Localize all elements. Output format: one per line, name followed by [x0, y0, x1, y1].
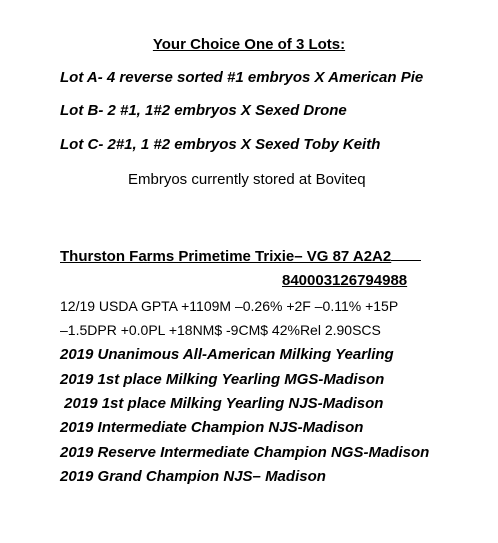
genetics-line-1: 12/19 USDA GPTA +1109M –0.26% +2F –0.11% +15P — [60, 298, 399, 314]
award-5: 2019 Reserve Intermediate Champion NGS-Madison — [60, 444, 430, 461]
lot-b: Lot B- 2 #1, 1#2 embryos X Sexed Drone — [60, 102, 347, 119]
underline-extension — [391, 246, 421, 261]
award-2: 2019 1st place Milking Yearling MGS-Madison — [60, 371, 385, 388]
award-3: 2019 1st place Milking Yearling NJS-Madison — [60, 395, 384, 412]
offer-title-text: Your Choice One of 3 Lots: — [152, 36, 346, 53]
offer-title — [0, 35, 498, 55]
award-6: 2019 Grand Champion NJS– Madison — [60, 468, 326, 485]
cow-name: Thurston Farms Primetime Trixie– VG 87 A2A2 — [60, 248, 392, 265]
storage-note: Embryos currently stored at Boviteq — [128, 171, 366, 188]
genetics-line-2: –1.5DPR +0.0PL +18NM$ -9CM$ 42%Rel 2.90SCS — [60, 322, 381, 338]
award-4: 2019 Intermediate Champion NJS-Madison — [60, 419, 364, 436]
lot-c: Lot C- 2#1, 1 #2 embryos X Sexed Toby Keith — [60, 136, 381, 153]
award-1: 2019 Unanimous All-American Milking Yearling — [60, 346, 394, 363]
cow-name-line — [60, 246, 421, 267]
cow-id-number: 840003126794988 — [282, 272, 408, 289]
cow-id-line — [282, 271, 407, 291]
lot-a: Lot A- 4 reverse sorted #1 embryos X American Pie — [60, 69, 424, 86]
